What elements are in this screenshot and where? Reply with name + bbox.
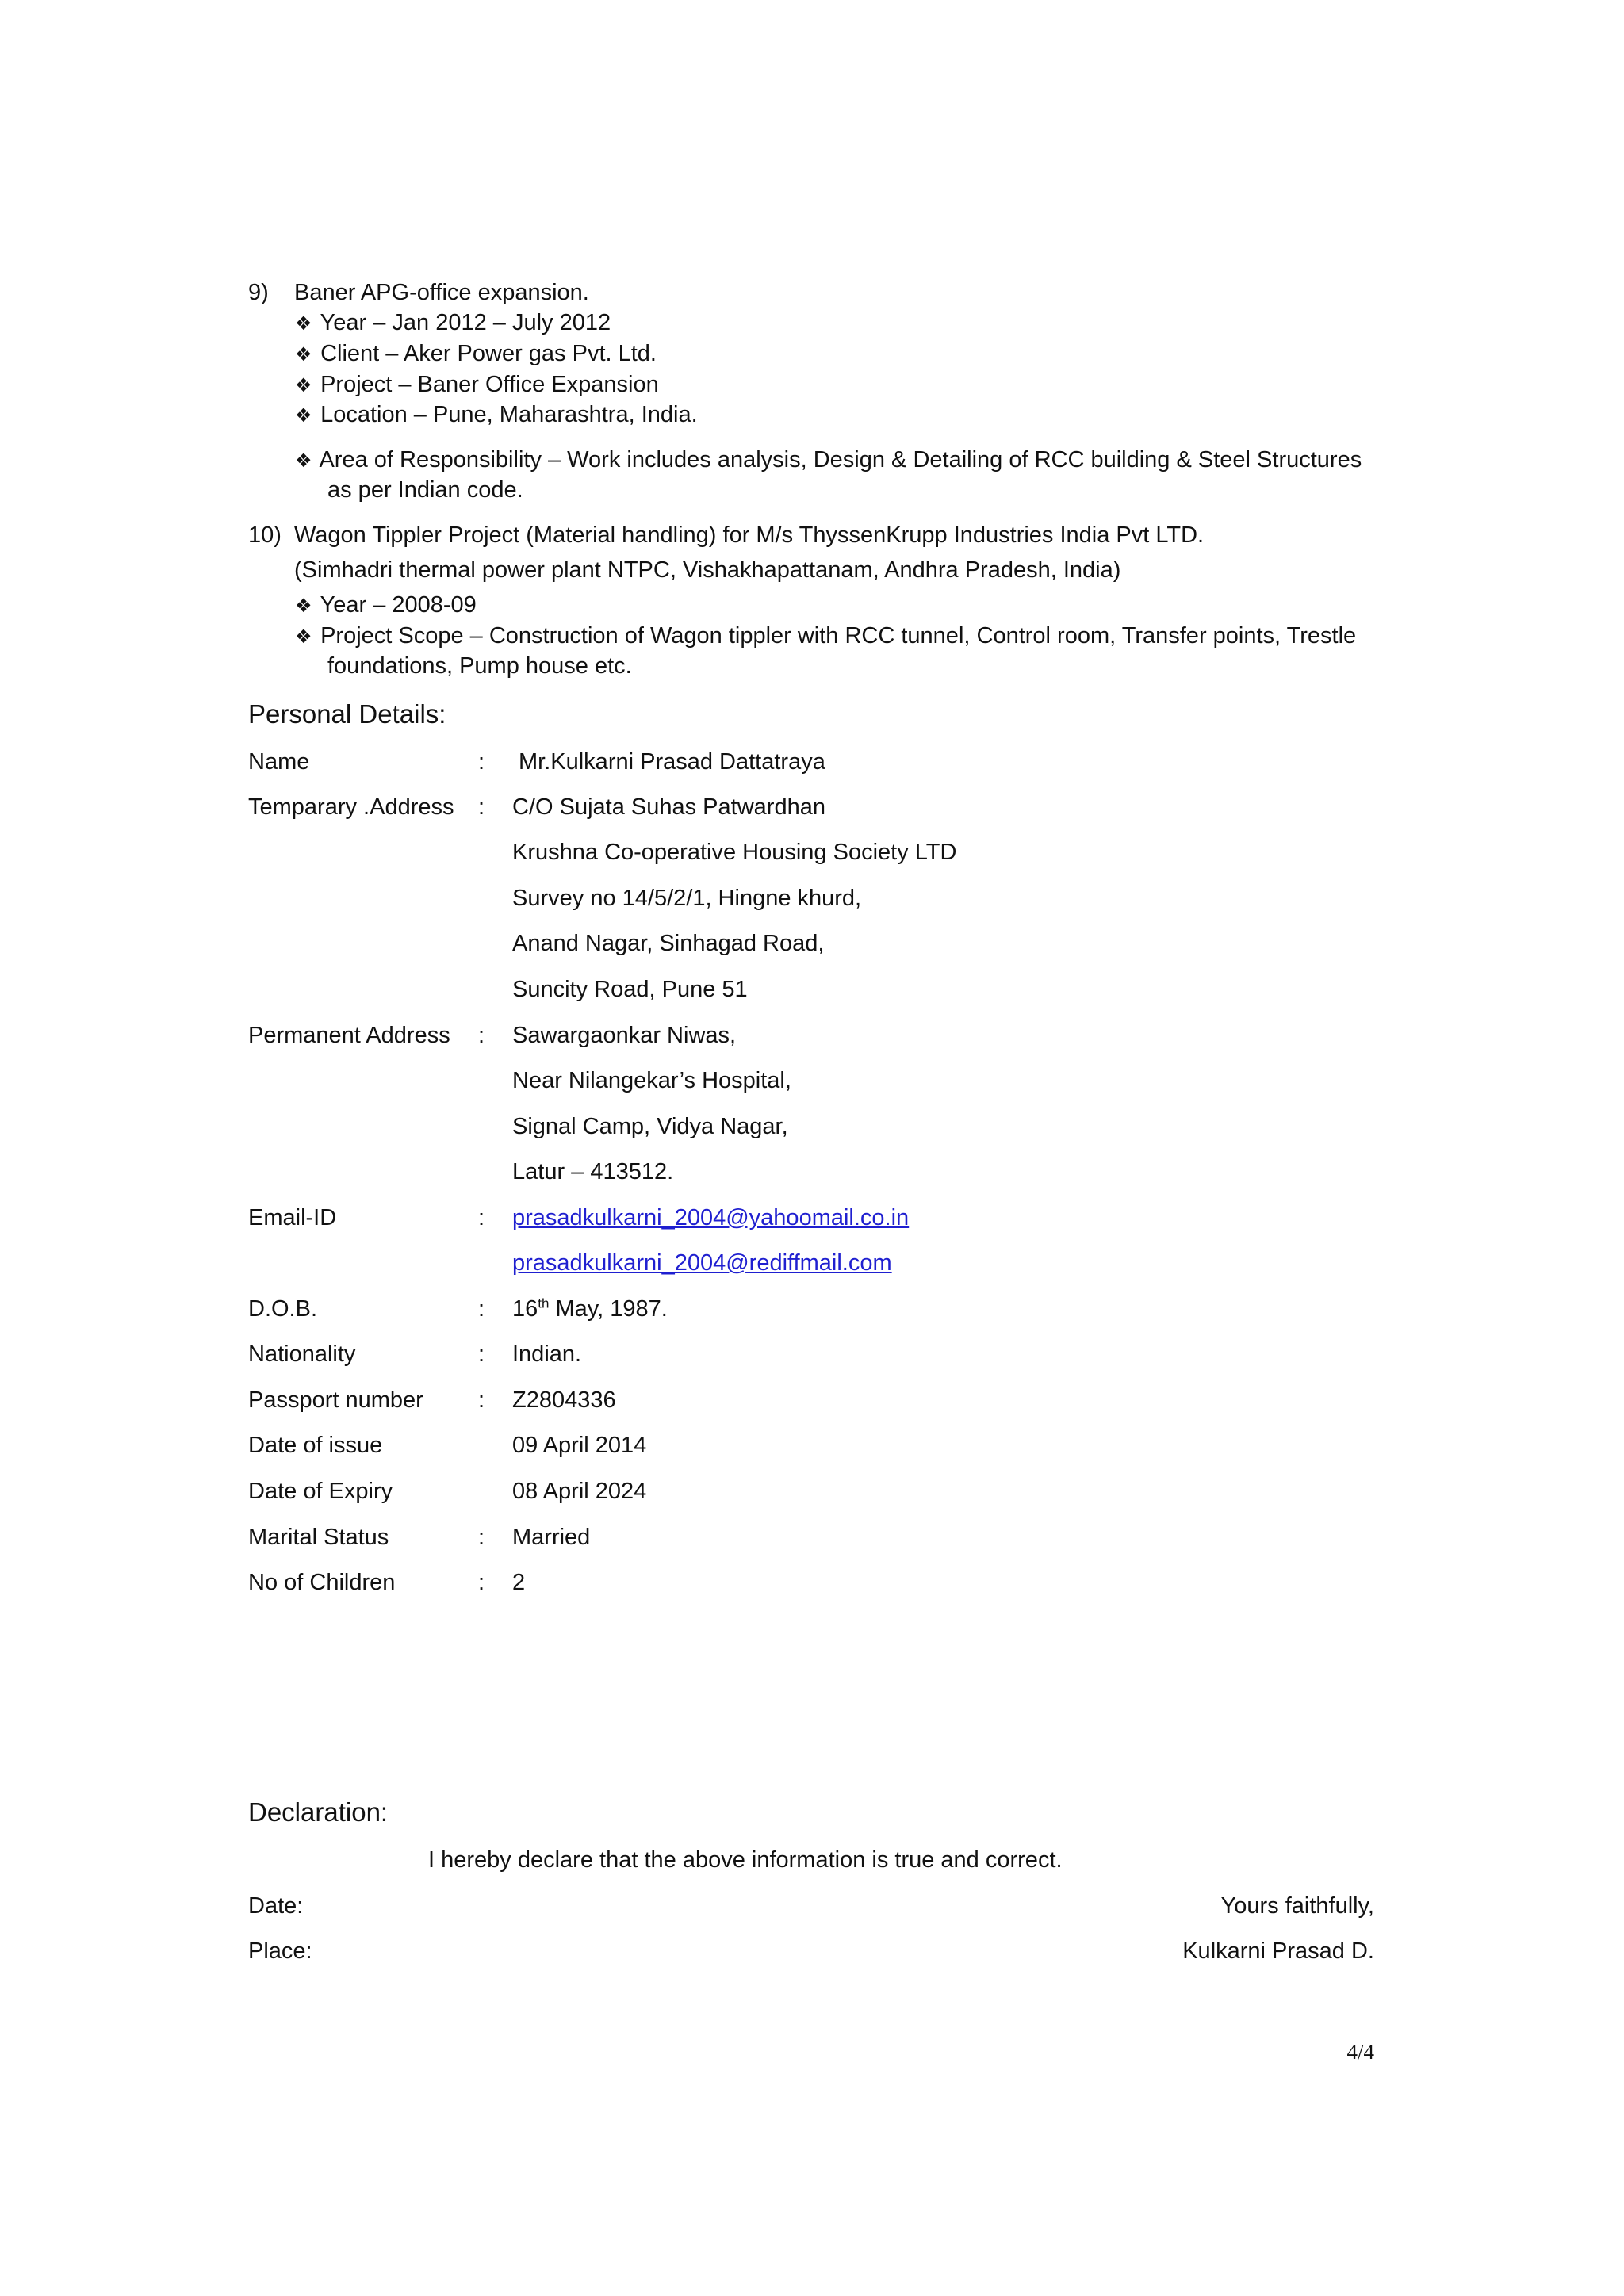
email-link-rediff[interactable]: prasadkulkarni_2004@rediffmail.com xyxy=(512,1250,892,1276)
bullet-text: Year – Jan 2012 – July 2012 xyxy=(320,310,611,335)
bullet-item xyxy=(295,339,657,370)
personal-details-heading: Personal Details: xyxy=(248,699,446,729)
passport-value: Z2804336 xyxy=(512,1387,616,1413)
expiry-date-label: Date of Expiry xyxy=(248,1479,393,1504)
bullet-item xyxy=(295,621,1356,652)
diamond-bullet-icon: ❖ xyxy=(295,595,312,617)
perm-address-line: Near Nilangekar’s Hospital, xyxy=(512,1068,791,1093)
dob-rest: May, 1987. xyxy=(549,1296,668,1322)
name-label: Name xyxy=(248,749,310,775)
email-label: Email-ID xyxy=(248,1205,337,1230)
declaration-heading: Declaration: xyxy=(248,1797,389,1827)
page-number: 4/4 xyxy=(1346,2040,1374,2064)
bullet-item xyxy=(295,369,659,401)
project-title: Baner APG-office expansion. xyxy=(294,280,589,305)
bullet-text: Client – Aker Power gas Pvt. Ltd. xyxy=(320,341,657,366)
separator-colon: : xyxy=(478,1205,485,1230)
separator-colon: : xyxy=(478,794,485,820)
marital-status-value: Married xyxy=(512,1525,591,1550)
dob-suffix: th xyxy=(538,1295,550,1311)
declaration-text: I hereby declare that the above information is true and correct. xyxy=(428,1847,1063,1873)
separator-colon: : xyxy=(478,1341,485,1367)
name-value: Mr.Kulkarni Prasad Dattatraya xyxy=(519,749,825,775)
bullet-text: Year – 2008-09 xyxy=(320,592,477,618)
dob-label: D.O.B. xyxy=(248,1296,318,1322)
bullet-item xyxy=(295,590,477,622)
separator-colon: : xyxy=(478,749,485,775)
bullet-continuation: foundations, Pump house etc. xyxy=(327,653,632,679)
perm-address-line: Signal Camp, Vidya Nagar, xyxy=(512,1114,788,1139)
perm-address-line: Sawargaonkar Niwas, xyxy=(512,1023,737,1048)
project-10-title-line xyxy=(248,520,1204,550)
project-number: 9) xyxy=(248,280,269,305)
children-label: No of Children xyxy=(248,1570,396,1595)
marital-status-label: Marital Status xyxy=(248,1525,389,1550)
nationality-value: Indian. xyxy=(512,1341,582,1367)
temp-address-line: Anand Nagar, Sinhagad Road, xyxy=(512,931,825,956)
issue-date-value: 09 April 2014 xyxy=(512,1433,647,1458)
email-link-yahoo[interactable]: prasadkulkarni_2004@yahoomail.co.in xyxy=(512,1205,910,1230)
project-subtitle: (Simhadri thermal power plant NTPC, Vishakhapattanam, Andhra Pradesh, India) xyxy=(294,557,1121,583)
separator-colon: : xyxy=(478,1023,485,1048)
perm-address-line: Latur – 413512. xyxy=(512,1159,674,1184)
diamond-bullet-icon: ❖ xyxy=(295,405,312,427)
dob-day: 16 xyxy=(512,1296,538,1322)
bullet-item xyxy=(295,445,1362,476)
passport-label: Passport number xyxy=(248,1387,423,1413)
temp-address-line: Krushna Co-operative Housing Society LTD xyxy=(512,840,957,865)
temp-address-line: C/O Sujata Suhas Patwardhan xyxy=(512,794,825,820)
project-9-title-line xyxy=(248,277,589,308)
project-number: 10) xyxy=(248,522,282,548)
separator-colon: : xyxy=(478,1296,485,1322)
nationality-label: Nationality xyxy=(248,1341,356,1367)
dob-value xyxy=(512,1294,668,1324)
place-label: Place: xyxy=(248,1938,312,1964)
closing-text: Yours faithfully, xyxy=(1220,1893,1374,1919)
diamond-bullet-icon: ❖ xyxy=(295,626,312,648)
bullet-text: Area of Responsibility – Work includes analysis, Design & Detailing of RCC building & Steel Structures xyxy=(319,447,1362,473)
project-title: Wagon Tippler Project (Material handling) for M/s ThyssenKrupp Industries India Pvt LTD. xyxy=(294,522,1205,548)
diamond-bullet-icon: ❖ xyxy=(295,313,312,335)
separator-colon: : xyxy=(478,1387,485,1413)
diamond-bullet-icon: ❖ xyxy=(295,344,312,365)
date-label: Date: xyxy=(248,1893,304,1919)
temp-address-label: Temparary .Address xyxy=(248,794,454,820)
temp-address-line: Survey no 14/5/2/1, Hingne khurd, xyxy=(512,886,862,911)
children-value: 2 xyxy=(512,1570,526,1595)
separator-colon: : xyxy=(478,1570,485,1595)
temp-address-line: Suncity Road, Pune 51 xyxy=(512,977,748,1002)
bullet-item xyxy=(295,308,611,339)
diamond-bullet-icon: ❖ xyxy=(295,375,312,396)
expiry-date-value: 08 April 2024 xyxy=(512,1479,647,1504)
bullet-text: Location – Pune, Maharashtra, India. xyxy=(320,402,698,427)
separator-colon: : xyxy=(478,1525,485,1550)
issue-date-label: Date of issue xyxy=(248,1433,383,1458)
diamond-bullet-icon: ❖ xyxy=(295,450,312,472)
bullet-continuation: as per Indian code. xyxy=(327,477,523,503)
bullet-text: Project – Baner Office Expansion xyxy=(320,372,659,397)
bullet-item xyxy=(295,400,698,431)
email-value xyxy=(512,1248,892,1278)
email-value xyxy=(512,1203,909,1233)
bullet-text: Project Scope – Construction of Wagon tippler with RCC tunnel, Control room, Transfer points, Trestle xyxy=(320,623,1357,649)
signature-name: Kulkarni Prasad D. xyxy=(1182,1938,1374,1964)
perm-address-label: Permanent Address xyxy=(248,1023,450,1048)
